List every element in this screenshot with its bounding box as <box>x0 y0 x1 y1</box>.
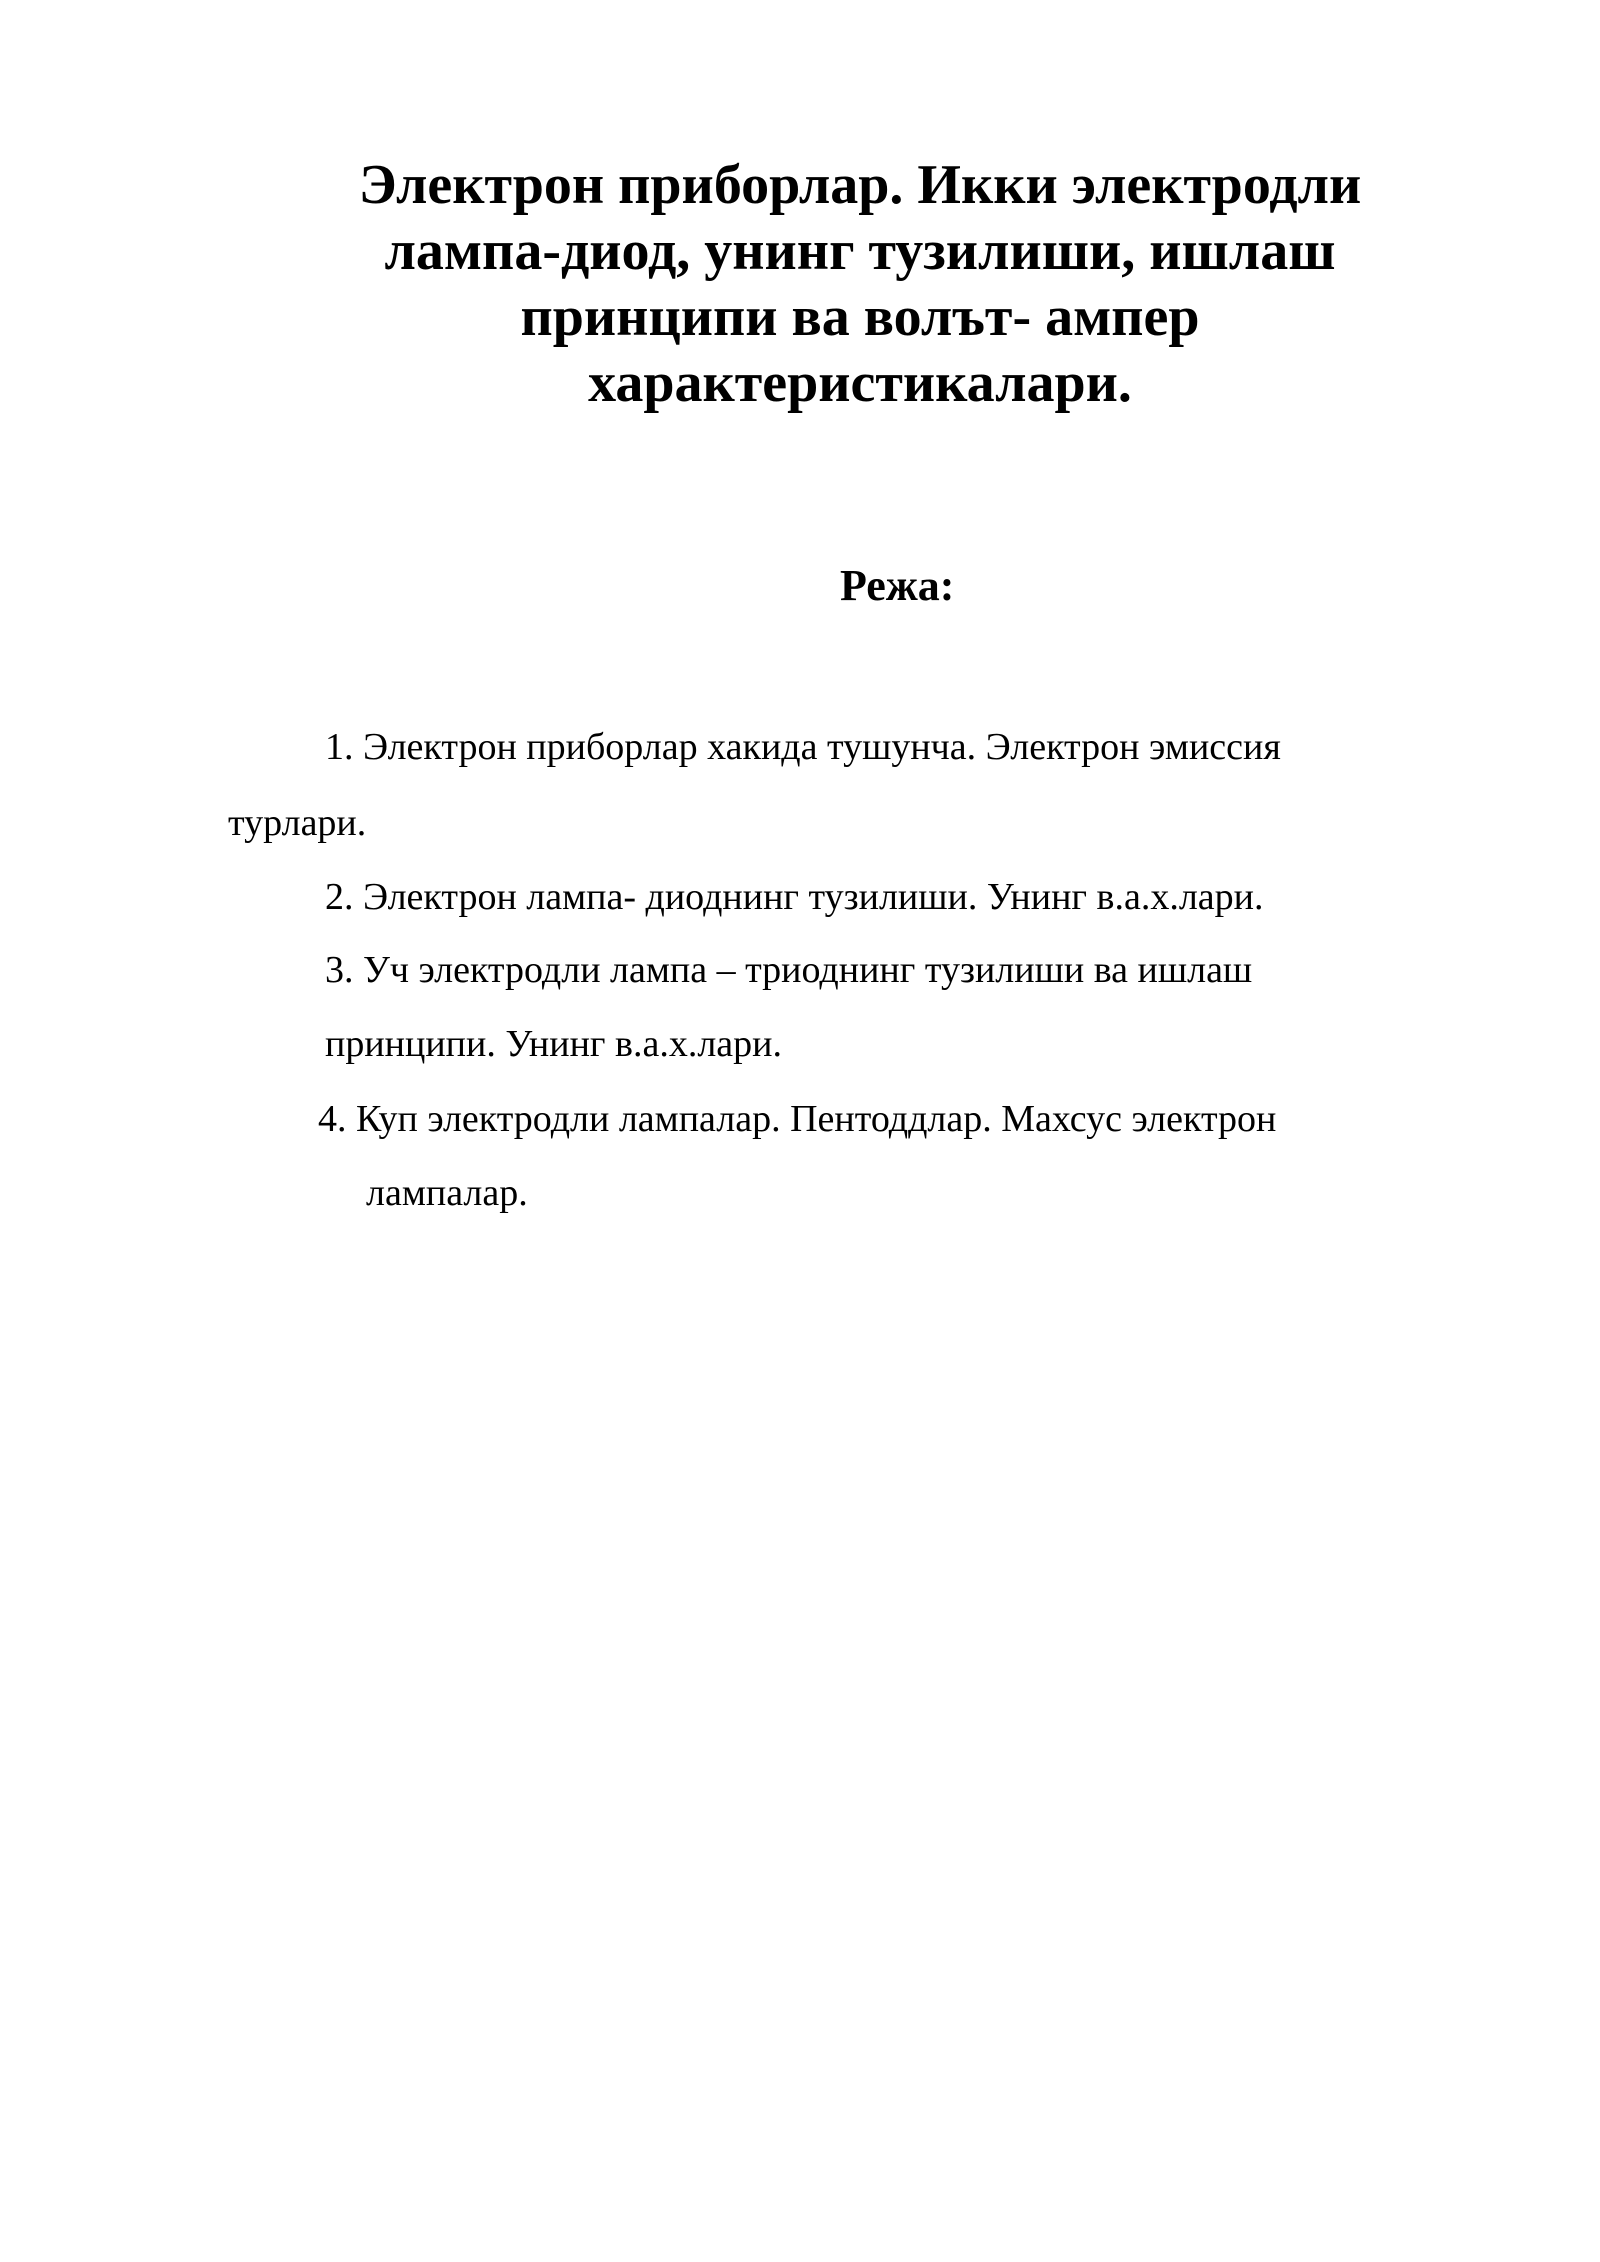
plan-item-4-line-1 <box>318 1096 1276 1142</box>
plan-item-text: Уч электродли лампа – триоднинг тузилиши ва ишлаш <box>363 949 1253 991</box>
plan-item-1-line-1 <box>325 724 1281 770</box>
plan-item-text: Куп электродли лампалар. Пентоддлар. Махсус электрон <box>356 1098 1277 1140</box>
document-title <box>290 152 1430 416</box>
plan-item-number: 4. <box>318 1098 347 1140</box>
plan-item-text: Электрон лампа- диоднинг тузилиши. Унинг в.а.х.лари. <box>363 876 1264 918</box>
plan-item-1-line-2 <box>228 800 366 846</box>
plan-item-text: Электрон приборлар хакида тушунча. Электрон эмиссия <box>363 726 1281 768</box>
plan-item-text: принципи. Унинг в.а.х.лари. <box>325 1023 782 1065</box>
plan-item-number: 3. <box>325 949 354 991</box>
title-line: принципи ва волът- ампер <box>520 286 1200 348</box>
plan-item-3-line-1 <box>325 947 1252 993</box>
plan-item-3-line-2 <box>325 1021 782 1067</box>
plan-item-2-line-1 <box>325 874 1264 920</box>
plan-item-text: турлари. <box>228 802 367 844</box>
title-line: Электрон приборлар. Икки электродли <box>358 154 1362 216</box>
plan-item-text: лампалар. <box>366 1172 528 1214</box>
title-line: лампа-диод, унинг тузилиши, ишлаш <box>384 220 1336 282</box>
plan-item-number: 1. <box>325 726 354 768</box>
plan-item-4-line-2 <box>366 1170 528 1216</box>
title-line: характеристикалари. <box>588 352 1132 414</box>
plan-heading: Режа: <box>840 561 955 610</box>
plan-item-number: 2. <box>325 876 354 918</box>
